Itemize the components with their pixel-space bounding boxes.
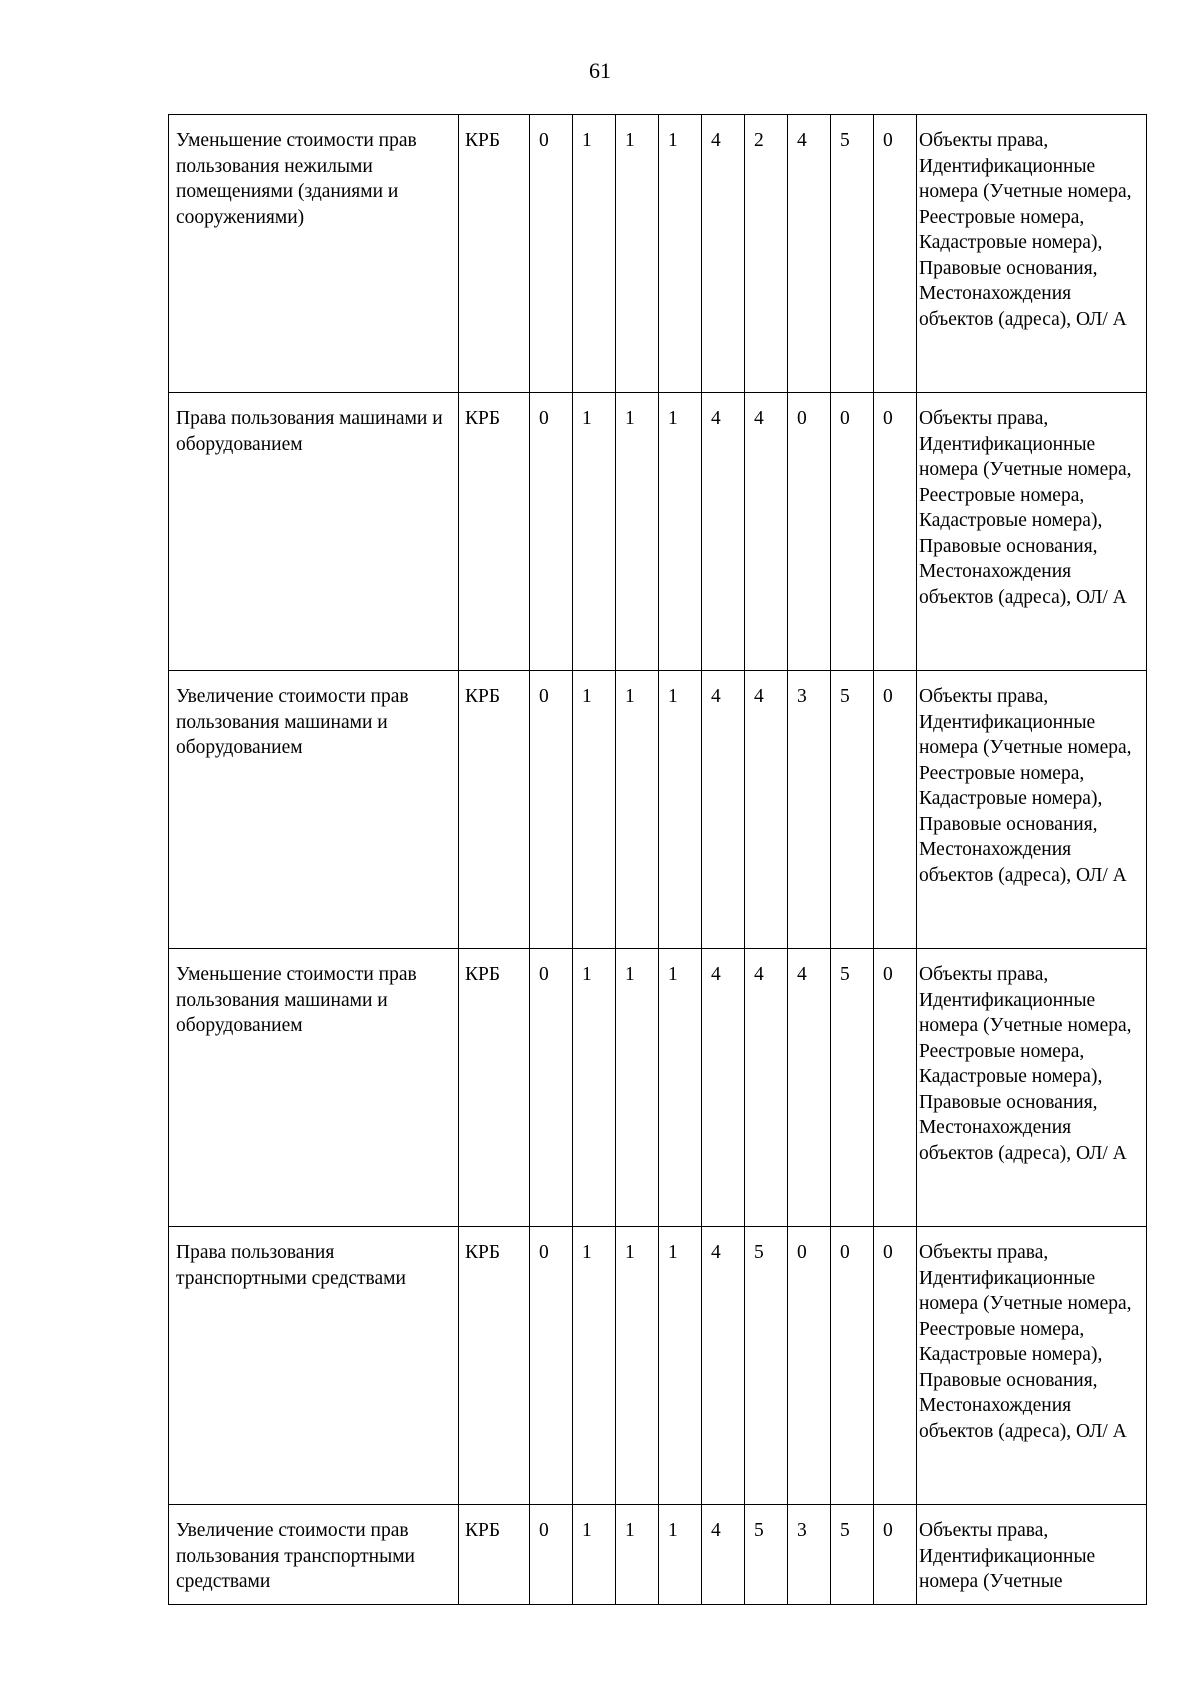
row-code: КРБ — [459, 671, 530, 949]
table-row — [169, 1505, 1147, 1605]
row-digit: 0 — [831, 1227, 874, 1505]
row-digit: 3 — [788, 1505, 831, 1605]
row-code: КРБ — [459, 115, 530, 393]
row-digit: 0 — [874, 1227, 917, 1505]
row-code: КРБ — [459, 393, 530, 671]
row-digit: 4 — [702, 115, 745, 393]
row-digit: 1 — [659, 393, 702, 671]
row-digit: 1 — [659, 1505, 702, 1605]
row-note: Объекты права, Идентификационные номера (Учетные — [917, 1505, 1147, 1605]
row-description: Уменьшение стоимости прав пользования машинами и оборудованием — [169, 949, 459, 1227]
row-description: Уменьшение стоимости прав пользования нежилыми помещениями (зданиями и сооружениями) — [169, 115, 459, 393]
table-row — [169, 115, 1147, 393]
row-code: КРБ — [459, 949, 530, 1227]
row-digit: 1 — [616, 671, 659, 949]
row-digit: 2 — [745, 115, 788, 393]
row-digit: 4 — [745, 393, 788, 671]
row-note: Объекты права, Идентификационные номера (Учетные номера, Реестровые номера, Кадастровые номера), Правовые основания, Местонахождения объектов (адреса), ОЛ/ А — [917, 393, 1147, 671]
row-digit: 0 — [874, 671, 917, 949]
row-description: Права пользования транспортными средствами — [169, 1227, 459, 1505]
row-digit: 0 — [874, 949, 917, 1227]
row-note: Объекты права, Идентификационные номера (Учетные номера, Реестровые номера, Кадастровые номера), Правовые основания, Местонахождения объектов (адреса), ОЛ/ А — [917, 115, 1147, 393]
table-row — [169, 393, 1147, 671]
row-digit: 5 — [831, 671, 874, 949]
row-digit: 0 — [530, 393, 573, 671]
row-digit: 4 — [788, 115, 831, 393]
row-code: КРБ — [459, 1505, 530, 1605]
row-digit: 4 — [702, 1505, 745, 1605]
row-digit: 1 — [573, 1227, 616, 1505]
row-digit: 0 — [530, 671, 573, 949]
row-digit: 0 — [831, 393, 874, 671]
row-description: Права пользования машинами и оборудованием — [169, 393, 459, 671]
row-digit: 5 — [745, 1227, 788, 1505]
table-row — [169, 949, 1147, 1227]
row-digit: 0 — [530, 949, 573, 1227]
row-digit: 4 — [745, 671, 788, 949]
row-digit: 1 — [659, 671, 702, 949]
codes-table — [168, 114, 1147, 1605]
row-note: Объекты права, Идентификационные номера (Учетные номера, Реестровые номера, Кадастровые номера), Правовые основания, Местонахождения объектов (адреса), ОЛ/ А — [917, 1227, 1147, 1505]
table-row — [169, 1227, 1147, 1505]
row-digit: 0 — [530, 1505, 573, 1605]
page-number: 61 — [589, 58, 611, 83]
row-digit: 1 — [616, 949, 659, 1227]
row-digit: 0 — [874, 1505, 917, 1605]
row-description: Увеличение стоимости прав пользования транспортными средствами — [169, 1505, 459, 1605]
row-digit: 5 — [745, 1505, 788, 1605]
row-digit: 4 — [702, 949, 745, 1227]
row-digit: 1 — [573, 671, 616, 949]
row-digit: 0 — [874, 115, 917, 393]
row-code: КРБ — [459, 1227, 530, 1505]
row-digit: 1 — [659, 949, 702, 1227]
row-digit: 1 — [573, 949, 616, 1227]
row-digit: 4 — [702, 671, 745, 949]
row-digit: 4 — [788, 949, 831, 1227]
row-digit: 1 — [573, 115, 616, 393]
row-digit: 3 — [788, 671, 831, 949]
row-digit: 1 — [573, 393, 616, 671]
row-digit: 0 — [788, 1227, 831, 1505]
row-digit: 0 — [788, 393, 831, 671]
row-digit: 1 — [616, 393, 659, 671]
row-digit: 1 — [659, 1227, 702, 1505]
row-digit: 4 — [702, 1227, 745, 1505]
row-digit: 0 — [530, 1227, 573, 1505]
table-row — [169, 671, 1147, 949]
row-digit: 0 — [530, 115, 573, 393]
row-digit: 1 — [659, 115, 702, 393]
row-digit: 0 — [874, 393, 917, 671]
row-digit: 5 — [831, 1505, 874, 1605]
row-digit: 5 — [831, 949, 874, 1227]
row-digit: 1 — [616, 1227, 659, 1505]
row-digit: 5 — [831, 115, 874, 393]
row-digit: 4 — [745, 949, 788, 1227]
row-digit: 1 — [573, 1505, 616, 1605]
row-digit: 1 — [616, 115, 659, 393]
row-note: Объекты права, Идентификационные номера (Учетные номера, Реестровые номера, Кадастровые номера), Правовые основания, Местонахождения объектов (адреса), ОЛ/ А — [917, 949, 1147, 1227]
row-digit: 1 — [616, 1505, 659, 1605]
row-description: Увеличение стоимости прав пользования машинами и оборудованием — [169, 671, 459, 949]
row-note: Объекты права, Идентификационные номера (Учетные номера, Реестровые номера, Кадастровые номера), Правовые основания, Местонахождения объектов (адреса), ОЛ/ А — [917, 671, 1147, 949]
row-digit: 4 — [702, 393, 745, 671]
